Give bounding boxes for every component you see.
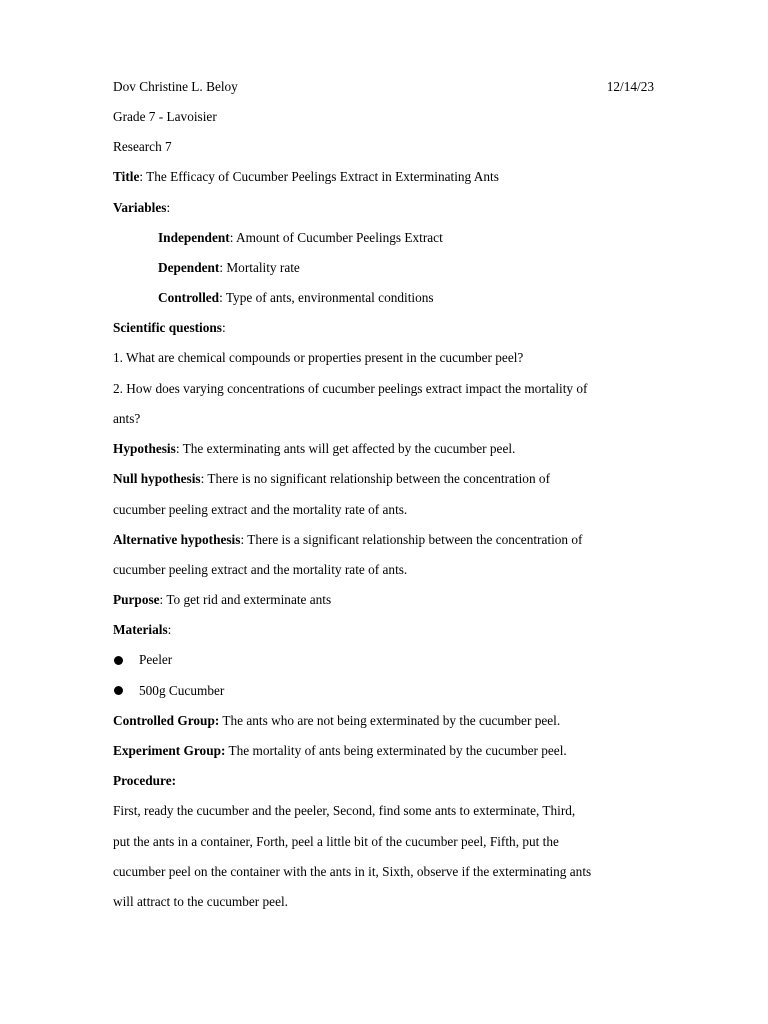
alternative-hypothesis-text: : There is a significant relationship between the concentration of [240,532,583,547]
dependent-text: : Mortality rate [219,260,300,275]
bullet-icon [114,656,123,665]
independent-label: Independent [158,230,230,245]
grade-line: Grade 7 - Lavoisier [113,109,217,124]
title-line [113,168,654,186]
procedure-line: will attract to the cucumber peel. [113,894,289,909]
procedure-line: cucumber peel on the container with the ants in it, Sixth, observe if the exterminating ants [113,864,592,879]
hypothesis-text: : The exterminating ants will get affected by the cucumber peel. [175,441,516,456]
controlled-group-label: Controlled Group: [113,713,220,728]
controlled-text: : Type of ants, environmental conditions [219,290,434,305]
variables-label: Variables [113,200,167,215]
alternative-hypothesis-label: Alternative hypothesis [113,532,241,547]
alternative-hypothesis-line-1 [113,531,654,549]
controlled-group-text: The ants who are not being exterminated by the cucumber peel. [219,713,561,728]
subject-line: Research 7 [113,139,172,154]
scientific-questions-heading [113,319,654,337]
materials-colon: : [167,622,172,637]
independent-variable [158,229,654,247]
null-hypothesis-line-1 [113,470,654,488]
scientific-questions-colon: : [221,320,226,335]
materials-label: Materials [113,622,168,637]
scientific-questions-label: Scientific questions [113,320,222,335]
procedure-line: First, ready the cucumber and the peeler, Second, find some ants to exterminate, Third, [113,803,576,818]
procedure-line: put the ants in a container, Forth, peel a little bit of the cucumber peel, Fifth, put the [113,834,559,849]
title-text: : The Efficacy of Cucumber Peelings Extract in Exterminating Ants [139,169,499,184]
controlled-label: Controlled [158,290,220,305]
question-2-line-1: 2. How does varying concentrations of cucumber peelings extract impact the mortality of [113,381,588,396]
purpose-text: : To get rid and exterminate ants [159,592,332,607]
question-1: 1. What are chemical compounds or properties present in the cucumber peel? [113,350,524,365]
experiment-group-line [113,742,654,760]
question-2-line-2: ants? [113,411,141,426]
null-hypothesis-label: Null hypothesis [113,471,201,486]
purpose-label: Purpose [113,592,160,607]
material-item: Peeler [139,652,173,667]
null-hypothesis-line-2: cucumber peeling extract and the mortality rate of ants. [113,502,408,517]
alternative-hypothesis-line-2: cucumber peeling extract and the mortality rate of ants. [113,562,408,577]
null-hypothesis-text: : There is no significant relationship between the concentration of [200,471,551,486]
bullet-icon [114,686,123,695]
hypothesis-label: Hypothesis [113,441,176,456]
author-line [113,78,654,96]
document-date: 12/14/23 [606,79,654,94]
variables-heading [113,199,654,217]
materials-heading [113,621,654,639]
dependent-variable [158,259,654,277]
controlled-group-line [113,712,654,730]
variables-colon: : [166,200,171,215]
experiment-group-text: The mortality of ants being exterminated by the cucumber peel. [225,743,567,758]
experiment-group-label: Experiment Group: [113,743,226,758]
title-label: Title [113,169,140,184]
procedure-label: Procedure: [113,773,177,788]
procedure-heading [113,772,654,790]
controlled-variable [158,289,654,307]
dependent-label: Dependent [158,260,220,275]
material-item: 500g Cucumber [139,683,225,698]
independent-text: : Amount of Cucumber Peelings Extract [229,230,443,245]
hypothesis-line [113,440,654,458]
author-name: Dov Christine L. Beloy [113,79,238,94]
purpose-line [113,591,654,609]
